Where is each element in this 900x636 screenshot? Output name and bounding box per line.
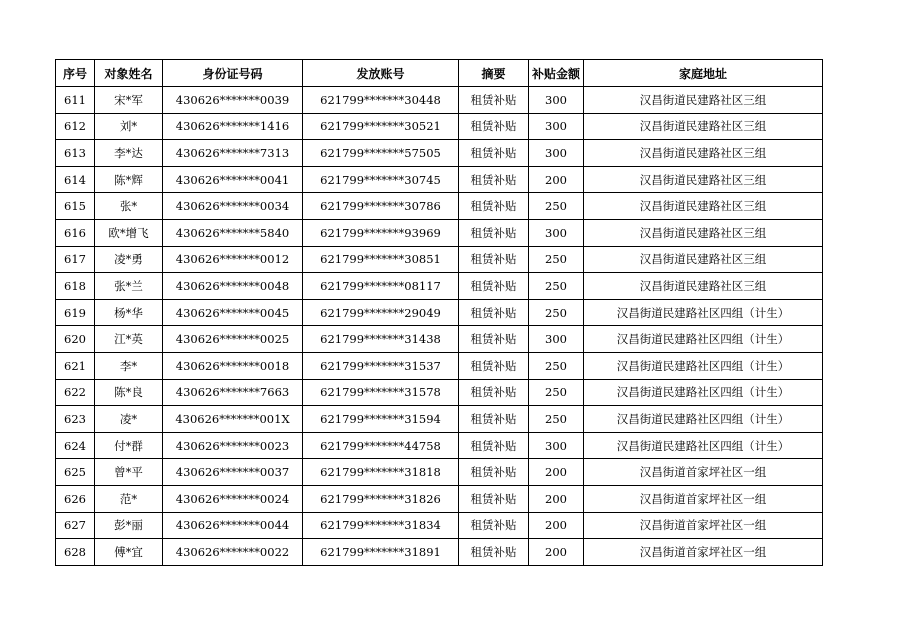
table-row — [56, 512, 823, 539]
table-row — [56, 352, 823, 379]
cell-id-number: 430626*******0034 — [163, 193, 303, 220]
cell-amount: 300 — [529, 432, 584, 459]
cell-address: 汉昌街道民建路社区三组 — [584, 113, 823, 140]
cell-account: 621799*******44758 — [303, 432, 459, 459]
cell-name: 张* — [95, 193, 163, 220]
cell-name: 曾*平 — [95, 459, 163, 486]
header-row — [56, 60, 823, 87]
cell-amount: 200 — [529, 166, 584, 193]
header-index: 序号 — [56, 60, 95, 87]
subsidy-table — [55, 59, 823, 566]
cell-address: 汉昌街道民建路社区四组（计生） — [584, 352, 823, 379]
table-row — [56, 539, 823, 566]
cell-account: 621799*******30786 — [303, 193, 459, 220]
cell-index: 625 — [56, 459, 95, 486]
cell-index: 620 — [56, 326, 95, 353]
cell-index: 616 — [56, 219, 95, 246]
header-name: 对象姓名 — [95, 60, 163, 87]
cell-name: 凌* — [95, 406, 163, 433]
cell-index: 618 — [56, 273, 95, 300]
table-row — [56, 246, 823, 273]
cell-index: 622 — [56, 379, 95, 406]
cell-amount: 300 — [529, 140, 584, 167]
table-row — [56, 326, 823, 353]
cell-index: 623 — [56, 406, 95, 433]
cell-id-number: 430626*******5840 — [163, 219, 303, 246]
cell-index: 615 — [56, 193, 95, 220]
header-summary: 摘要 — [459, 60, 529, 87]
cell-account: 621799*******30448 — [303, 87, 459, 114]
cell-index: 612 — [56, 113, 95, 140]
cell-summary: 租赁补贴 — [459, 193, 529, 220]
cell-id-number: 430626*******0022 — [163, 539, 303, 566]
table-row — [56, 140, 823, 167]
cell-id-number: 430626*******0012 — [163, 246, 303, 273]
cell-index: 617 — [56, 246, 95, 273]
header-amount: 补贴金额 — [529, 60, 584, 87]
cell-name: 陈*辉 — [95, 166, 163, 193]
table-row — [56, 459, 823, 486]
cell-summary: 租赁补贴 — [459, 459, 529, 486]
cell-index: 628 — [56, 539, 95, 566]
cell-address: 汉昌街道民建路社区三组 — [584, 273, 823, 300]
cell-index: 611 — [56, 87, 95, 114]
cell-address: 汉昌街道民建路社区三组 — [584, 140, 823, 167]
cell-summary: 租赁补贴 — [459, 379, 529, 406]
cell-index: 624 — [56, 432, 95, 459]
header-address: 家庭地址 — [584, 60, 823, 87]
cell-account: 621799*******93969 — [303, 219, 459, 246]
cell-account: 621799*******30745 — [303, 166, 459, 193]
cell-name: 欧*增飞 — [95, 219, 163, 246]
cell-amount: 250 — [529, 379, 584, 406]
cell-amount: 200 — [529, 485, 584, 512]
cell-account: 621799*******31818 — [303, 459, 459, 486]
cell-summary: 租赁补贴 — [459, 406, 529, 433]
table-row — [56, 219, 823, 246]
cell-summary: 租赁补贴 — [459, 432, 529, 459]
cell-account: 621799*******30851 — [303, 246, 459, 273]
cell-summary: 租赁补贴 — [459, 87, 529, 114]
cell-amount: 200 — [529, 512, 584, 539]
cell-summary: 租赁补贴 — [459, 166, 529, 193]
table-row — [56, 432, 823, 459]
cell-id-number: 430626*******0018 — [163, 352, 303, 379]
cell-summary: 租赁补贴 — [459, 539, 529, 566]
cell-amount: 300 — [529, 219, 584, 246]
cell-name: 范* — [95, 485, 163, 512]
cell-name: 傅*宜 — [95, 539, 163, 566]
cell-address: 汉昌街道民建路社区四组（计生） — [584, 299, 823, 326]
cell-account: 621799*******31834 — [303, 512, 459, 539]
cell-account: 621799*******31438 — [303, 326, 459, 353]
cell-account: 621799*******30521 — [303, 113, 459, 140]
cell-id-number: 430626*******0037 — [163, 459, 303, 486]
header-account: 发放账号 — [303, 60, 459, 87]
cell-name: 杨*华 — [95, 299, 163, 326]
table-row — [56, 87, 823, 114]
cell-id-number: 430626*******0024 — [163, 485, 303, 512]
cell-summary: 租赁补贴 — [459, 299, 529, 326]
cell-summary: 租赁补贴 — [459, 219, 529, 246]
cell-id-number: 430626*******0045 — [163, 299, 303, 326]
cell-name: 李* — [95, 352, 163, 379]
cell-index: 626 — [56, 485, 95, 512]
cell-index: 613 — [56, 140, 95, 167]
cell-address: 汉昌街道民建路社区三组 — [584, 166, 823, 193]
cell-name: 付*群 — [95, 432, 163, 459]
cell-address: 汉昌街道首家坪社区一组 — [584, 512, 823, 539]
cell-id-number: 430626*******0041 — [163, 166, 303, 193]
cell-name: 江*英 — [95, 326, 163, 353]
cell-amount: 300 — [529, 87, 584, 114]
cell-address: 汉昌街道民建路社区三组 — [584, 87, 823, 114]
cell-summary: 租赁补贴 — [459, 512, 529, 539]
cell-address: 汉昌街道首家坪社区一组 — [584, 539, 823, 566]
cell-account: 621799*******31594 — [303, 406, 459, 433]
table-row — [56, 166, 823, 193]
cell-amount: 250 — [529, 193, 584, 220]
cell-account: 621799*******31826 — [303, 485, 459, 512]
cell-amount: 250 — [529, 406, 584, 433]
cell-summary: 租赁补贴 — [459, 246, 529, 273]
cell-account: 621799*******31891 — [303, 539, 459, 566]
cell-id-number: 430626*******7663 — [163, 379, 303, 406]
cell-account: 621799*******08117 — [303, 273, 459, 300]
cell-index: 619 — [56, 299, 95, 326]
cell-account: 621799*******31537 — [303, 352, 459, 379]
cell-index: 627 — [56, 512, 95, 539]
table-row — [56, 379, 823, 406]
header-id-number: 身份证号码 — [163, 60, 303, 87]
cell-summary: 租赁补贴 — [459, 113, 529, 140]
cell-id-number: 430626*******0039 — [163, 87, 303, 114]
cell-name: 彭*丽 — [95, 512, 163, 539]
cell-address: 汉昌街道首家坪社区一组 — [584, 459, 823, 486]
cell-name: 宋*军 — [95, 87, 163, 114]
cell-amount: 200 — [529, 459, 584, 486]
cell-summary: 租赁补贴 — [459, 273, 529, 300]
cell-account: 621799*******57505 — [303, 140, 459, 167]
cell-address: 汉昌街道民建路社区三组 — [584, 246, 823, 273]
cell-address: 汉昌街道民建路社区三组 — [584, 193, 823, 220]
table-row — [56, 273, 823, 300]
cell-summary: 租赁补贴 — [459, 485, 529, 512]
cell-name: 张*兰 — [95, 273, 163, 300]
cell-summary: 租赁补贴 — [459, 326, 529, 353]
cell-id-number: 430626*******1416 — [163, 113, 303, 140]
table-row — [56, 193, 823, 220]
cell-name: 刘* — [95, 113, 163, 140]
cell-address: 汉昌街道首家坪社区一组 — [584, 485, 823, 512]
cell-index: 621 — [56, 352, 95, 379]
cell-account: 621799*******29049 — [303, 299, 459, 326]
cell-index: 614 — [56, 166, 95, 193]
cell-amount: 250 — [529, 299, 584, 326]
cell-address: 汉昌街道民建路社区四组（计生） — [584, 326, 823, 353]
cell-summary: 租赁补贴 — [459, 352, 529, 379]
cell-id-number: 430626*******0025 — [163, 326, 303, 353]
cell-amount: 200 — [529, 539, 584, 566]
cell-amount: 300 — [529, 326, 584, 353]
cell-id-number: 430626*******0048 — [163, 273, 303, 300]
cell-id-number: 430626*******001X — [163, 406, 303, 433]
cell-id-number: 430626*******0023 — [163, 432, 303, 459]
cell-address: 汉昌街道民建路社区四组（计生） — [584, 406, 823, 433]
cell-amount: 250 — [529, 246, 584, 273]
table-row — [56, 485, 823, 512]
cell-amount: 250 — [529, 273, 584, 300]
cell-name: 陈*良 — [95, 379, 163, 406]
table-row — [56, 299, 823, 326]
cell-name: 凌*勇 — [95, 246, 163, 273]
cell-name: 李*达 — [95, 140, 163, 167]
table-row — [56, 113, 823, 140]
cell-address: 汉昌街道民建路社区三组 — [584, 219, 823, 246]
cell-amount: 250 — [529, 352, 584, 379]
cell-address: 汉昌街道民建路社区四组（计生） — [584, 432, 823, 459]
table-row — [56, 406, 823, 433]
cell-address: 汉昌街道民建路社区四组（计生） — [584, 379, 823, 406]
cell-id-number: 430626*******7313 — [163, 140, 303, 167]
cell-account: 621799*******31578 — [303, 379, 459, 406]
cell-summary: 租赁补贴 — [459, 140, 529, 167]
cell-amount: 300 — [529, 113, 584, 140]
cell-id-number: 430626*******0044 — [163, 512, 303, 539]
